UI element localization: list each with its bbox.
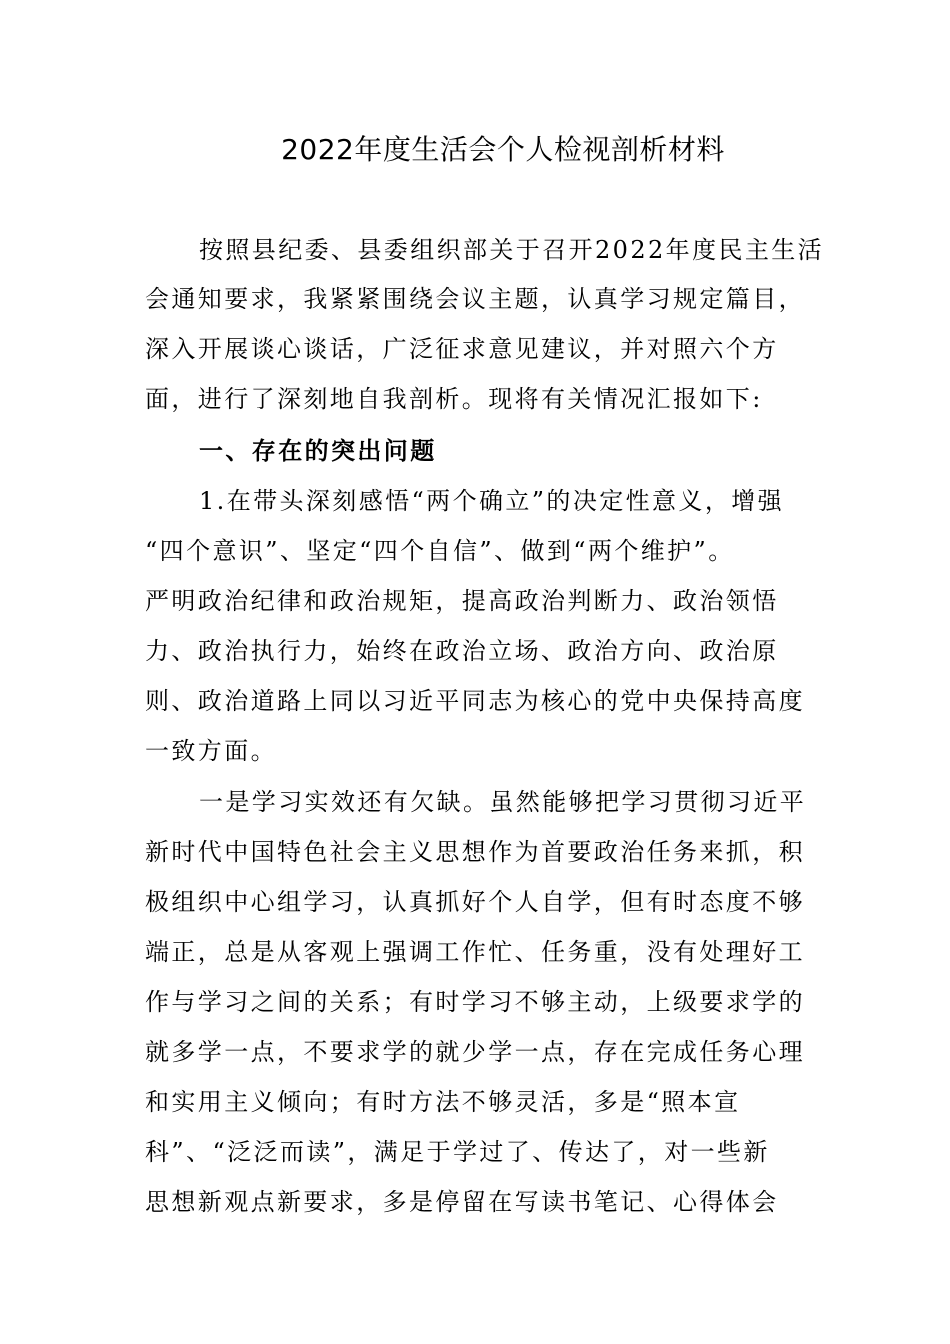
paragraph-line: 一致方面。	[145, 737, 277, 765]
paragraph-line: 就多学一点，不要求学的就少学一点，存在完成任务心理	[145, 1038, 805, 1066]
paragraph-line: 力、政治执行力，始终在政治立场、政治方向、政治原	[145, 637, 779, 665]
paragraph-line: 一是学习实效还有欠缺。虽然能够把学习贯彻习近平	[199, 788, 807, 816]
paragraph-line: 科”、“泛泛而读”，满足于学过了、传达了，对一些新	[145, 1138, 770, 1166]
paragraph-line: 端正，总是从客观上强调工作忙、任务重，没有处理好工	[145, 938, 805, 966]
paragraph-line: 新时代中国特色社会主义思想作为首要政治任务来抓，积	[145, 838, 805, 866]
paragraph-line: 深入开展谈心谈话，广泛征求意见建议，并对照六个方	[145, 335, 779, 363]
paragraph-line: 思想新观点新要求，多是停留在写读书笔记、心得体会	[145, 1188, 779, 1216]
paragraph-line: 极组织中心组学习，认真抓好个人自学，但有时态度不够	[145, 888, 805, 916]
paragraph-line: 作与学习之间的关系；有时学习不够主动，上级要求学的	[145, 988, 805, 1016]
document-title: 2022年度生活会个人检视剖析材料	[281, 133, 725, 166]
paragraph-line: 面，进行了深刻地自我剖析。现将有关情况汇报如下:	[145, 385, 763, 413]
paragraph-line: 则、政治道路上同以习近平同志为核心的党中央保持高度	[145, 687, 805, 715]
paragraph-line: 会通知要求，我紧紧围绕会议主题，认真学习规定篇目，	[145, 285, 805, 313]
section-heading: 一、存在的突出问题	[199, 436, 437, 465]
paragraph-line: “四个意识”、坚定“四个自信”、做到“两个维护”。	[145, 537, 735, 565]
paragraph-line: 严明政治纪律和政治规矩，提高政治判断力、政治领悟	[145, 587, 779, 615]
paragraph-line: 和实用主义倾向；有时方法不够灵活，多是“照本宣	[145, 1088, 741, 1116]
paragraph-line: 1.在带头深刻感悟“两个确立”的决定性意义，增强	[199, 487, 785, 515]
paragraph-line: 按照县纪委、县委组织部关于召开2022年度民主生活	[199, 236, 825, 264]
